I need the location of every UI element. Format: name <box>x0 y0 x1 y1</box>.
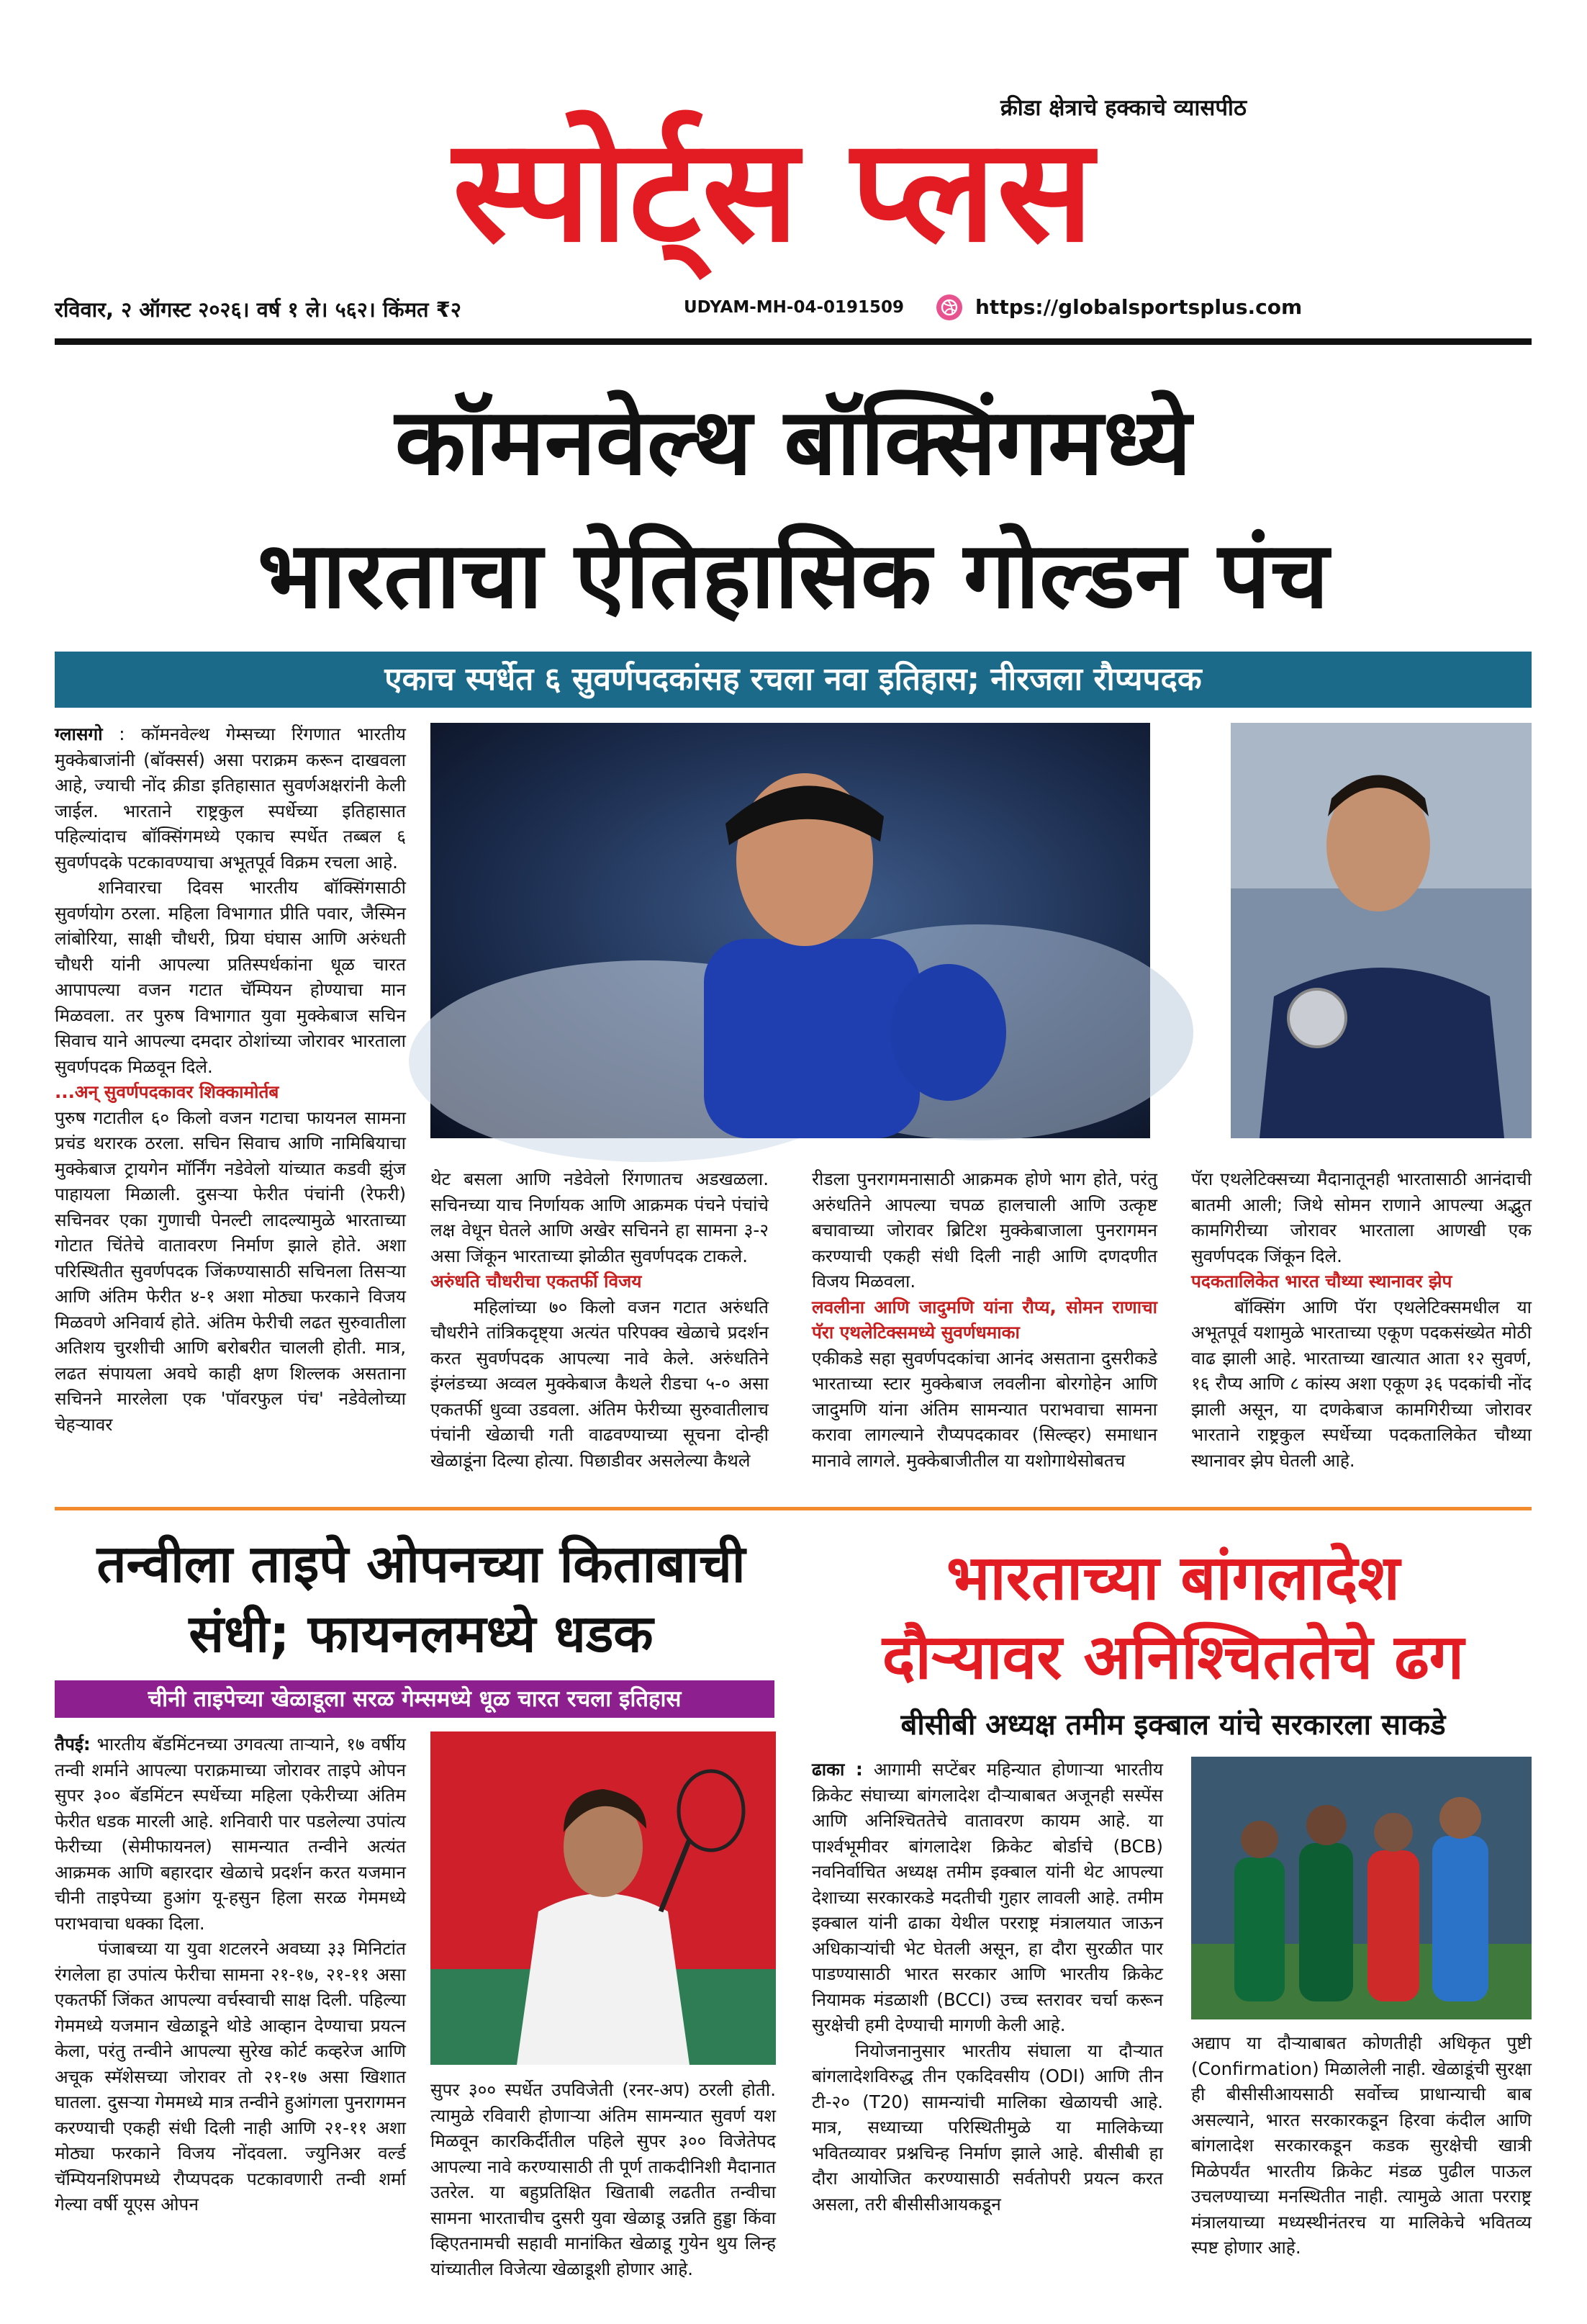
badminton-photo <box>430 1731 776 2065</box>
story3-headline-line1: भारताच्या बांगलादेश <box>946 1542 1400 1614</box>
story3-paragraph: नियोजनानुसार भारतीय संघाला या दौऱ्यात बांगलादेशविरुद्ध तीन एकदिवसीय (ODI) आणि तीन टी-२० (T20) सामन्यांची मालिका खेळायची आहे. मात्र, सध्याच्या परिस्थितीमुळे या मालिकेच्या भवितव्यावर प्रश्नचिन्ह निर्माण झाले आहे. बीसीबी हा दौरा आयोजित करण्यासाठी सर्वतोपरी प्रयत्न करत असला, तरी बीसीसीआयकडून <box>812 2040 1163 2215</box>
cricket-photo <box>1191 1757 1532 2019</box>
lead-column-4 <box>1191 1166 1532 1490</box>
dateline: रविवार, २ ऑगस्ट २०२६। वर्ष १ ले। ५६२। किंमत ₹२ <box>55 297 461 322</box>
lead-paragraph: : कॉमनवेल्थ गेम्सच्या रिंगणात भारतीय मुक्केबाजांनी (बॉक्सर्स) असा पराक्रम करून दाखवला आहे, ज्याची नोंद क्रीडा इतिहासात सुवर्णअक्षरांनी केली जाईल. भारताने राष्ट्रकुल स्पर्धेच्या इतिहासात पहिल्यांदाच बॉक्सिंगमध्ये एकाच स्पर्धेत तब्बल ६ सुवर्णपदके पटकावण्याचा अभूतपूर्व विक्रम रचला आहे. <box>55 724 406 873</box>
story2-strap-text: चीनी ताइपेच्या खेळाडूला सरळ गेम्समध्ये धूळ चारत रचला इतिहास <box>148 1686 682 1712</box>
neeraj-photo <box>1231 723 1532 1138</box>
lead-paragraph: थेट बसला आणि नडेवेलो रिंगणातच अडखळला. सचिनच्या याच निर्णायक आणि आक्रमक पंचने पंचांचे लक्ष वेधून घेतले आणि अखेर सचिनने हा सामना ३-२ असा जिंकून भारताच्या झोळीत सुवर्णपदक टाकले. <box>430 1168 769 1266</box>
story2-headline-line1: तन्वीला ताइपे ओपनच्या किताबाची <box>96 1533 746 1594</box>
lead-subheading: ...अन् सुवर्णपदकावर शिक्कामोर्तब <box>55 1081 279 1102</box>
story2-column-2 <box>430 2077 776 2279</box>
masthead-title: स्पोर्ट्स प्लस <box>453 107 1095 274</box>
boxing-photo <box>430 723 1150 1138</box>
story3-paragraph: अद्याप या दौऱ्याबाबत कोणतीही अधिकृत पुष्टी (Confirmation) मिळालेली नाही. खेळाडूंची सुरक्षा ही बीसीसीआयसाठी सर्वोच्च प्राधान्याची बाब असल्याने, भारत सरकारकडून हिरवा कंदील आणि बांगलादेश सरकारकडून कडक सुरक्षेची खात्री मिळेपर्यंत भारतीय क्रिकेट मंडळ पुढील पाऊल उचलण्याच्या मनस्थितीत नाही. त्यामुळे आता परराष्ट्र मंत्रालयाच्या मध्यस्थीनंतरच या मालिकेचे भवितव्य स्पष्ट होणार आहे. <box>1191 2032 1532 2258</box>
lead-paragraph: रीडला पुनरागमनासाठी आक्रमक होणे भाग होते, परंतु अरुंधतिने आपल्या चपळ हालचाली आणि उत्कृष्ट बचावाच्या जोरावर ब्रिटिश मुक्केबाजाला पुनरागमन करण्याची एकही संधी दिली नाही आणि दणदणीत विजय मिळवला. <box>812 1168 1157 1292</box>
lead-paragraph: पुरुष गटातील ६० किलो वजन गटाचा फायनल सामना प्रचंड थरारक ठरला. सचिन सिवाच आणि नामिबियाचा मुक्केबाज ट्रायगेन मॉर्निंग नडेवेलो यांच्यात कडवी झुंज पाहायला मिळाली. दुसऱ्या फेरीत पंचांनी (रेफरी) सचिनवर एका गुणाची पेनल्टी लादल्यामुळे भारताच्या गोटात चिंतेचे वातावरण निर्माण झाले होते. अशा परिस्थितीत सुवर्णपदक जिंकण्यासाठी सचिनला तिसऱ्या आणि अंतिम फेरीत ४-१ अशा मोठ्या फरकाने विजय मिळवणे अनिवार्य होते. अंतिम फेरीची लढत सुरुवातीला अतिशय चुरशीची आणि बरोबरीत चालली होती. मात्र, लढत संपायला अवघे काही क्षण शिल्लक असताना सचिनने मारलेला एक 'पॉवरफुल पंच' नडेवेलोच्या चेहऱ्यावर <box>55 1107 406 1435</box>
lead-subheading: अरुंधति चौधरीचा एकतर्फी विजय <box>430 1271 642 1292</box>
lead-paragraph: एकीकडे सहा सुवर्णपदकांचा आनंद असताना दुसरीकडे भारताच्या स्टार मुक्केबाज लवलीना बोरगोहेन आणि जादुमणि यांना अंतिम सामन्यात पराभवाचा सामना करावा लागल्याने रौप्यपदकावर (सिल्व्हर) समाधान मानावे लागले. मुक्केबाजीतील या यशोगाथेसोबतच <box>812 1347 1157 1471</box>
story2-headline-line2: संधी; फायनलमध्ये धडक <box>189 1603 654 1664</box>
lead-column-2 <box>430 1166 769 1490</box>
masthead-rule <box>55 338 1532 345</box>
story3-column-1 <box>812 1757 1163 2261</box>
lead-headline-line1: कॉमनवेल्थ बॉक्सिंगमध्ये <box>394 389 1192 496</box>
lead-paragraph: शनिवारचा दिवस भारतीय बॉक्सिंगसाठी सुवर्णयोग ठरला. महिला विभागात प्रीति पवार, जैस्मिन लांबोरिया, साक्षी चौधरी, प्रिया घंघास आणि अरुंधती चौधरी यांनी आपल्या प्रतिस्पर्धकांना धूळ चारत आपापल्या वजन गटात चॅम्पियन होण्याचा मान मिळवला. तर पुरुष विभागात युवा मुक्केबाज सचिन सिवाच याने आपल्या दमदार ठोशांच्या जोरावर भारताला सुवर्णपदक मिळवून दिले. <box>55 877 406 1077</box>
story3-headline-line2: दौऱ्यावर अनिश्चिततेचे ढग <box>882 1621 1465 1693</box>
section-divider <box>55 1507 1532 1510</box>
udyam-number: UDYAM-MH-04-0191509 <box>684 298 905 317</box>
story2-column-1 <box>55 1731 406 2261</box>
story3-dateline-city: ढाका : <box>812 1759 863 1780</box>
story3-column-2 <box>1191 2030 1532 2264</box>
lead-paragraph: बॉक्सिंग आणि पॅरा एथलेटिक्समधील या अभूतपूर्व यशामुळे भारताच्या एकूण पदकसंख्येत मोठी वाढ झाली आहे. भारताच्या खात्यात आता १२ सुवर्ण, १६ रौप्य आणि ८ कांस्य अशा एकूण ३६ पदकांची नोंद झाली असून, या दणकेबाज कामगिरीच्या जोरावर भारताने राष्ट्रकुल स्पर्धेच्या पदकतालिकेत चौथ्या स्थानावर झेप घेतली आहे. <box>1191 1296 1532 1471</box>
story3-paragraph: आगामी सप्टेंबर महिन्यात होणाऱ्या भारतीय क्रिकेट संघाच्या बांगलादेश दौऱ्याबाबत अजूनही सस्पेंस आणि अनिश्चिततेचे वातावरण कायम आहे. या पार्श्वभूमीवर बांगलादेश क्रिकेट बोर्डाचे (BCB) नवनिर्वाचित अध्यक्ष तमीम इक्बाल यांनी थेट आपल्या देशाच्या सरकारकडे मदतीची गुहार लावली आहे. तमीम इक्बाल यांनी ढाका येथील परराष्ट्र मंत्रालयात जाऊन अधिकाऱ्यांची भेट घेतली असून, हा दौरा सुरळीत पार पाडण्यासाठी भारत सरकार आणि भारतीय क्रिकेट नियामक मंडळाशी (BCCI) उच्च स्तरावर चर्चा करून सुरक्षेची हमी देण्याची मागणी केली आहे. <box>812 1759 1163 2035</box>
dribbble-icon <box>936 294 963 321</box>
lead-strap <box>55 652 1532 708</box>
lead-column-3 <box>812 1166 1157 1490</box>
lead-column-1 <box>55 721 406 1495</box>
story2-paragraph: भारतीय बॅडमिंटनच्या उगवत्या ताऱ्याने, १७ वर्षीय तन्वी शर्माने आपल्या पराक्रमाच्या जोरावर ताइपे ओपन सुपर ३०० बॅडमिंटन स्पर्धेच्या महिला एकेरीच्या अंतिम फेरीत धडक मारली आहे. शनिवारी पार पडलेल्या उपांत्य फेरीच्या (सेमीफायनल) सामन्यात तन्वीने अत्यंत आक्रमक आणि बहारदार खेळाचे प्रदर्शन करत यजमान चीनी ताइपेच्या हुआंग यू-हसुन हिला सरळ गेममध्ये पराभवाचा धक्का दिला. <box>55 1734 406 1934</box>
website-link[interactable]: https://globalsportsplus.com <box>975 295 1303 319</box>
story3-strap: बीसीबी अध्यक्ष तमीम इक्बाल यांचे सरकारला साकडे <box>900 1708 1446 1742</box>
lead-headline-line2: भारताचा ऐतिहासिक गोल्डन पंच <box>257 522 1329 629</box>
story2-paragraph: पंजाबच्या या युवा शटलरने अवघ्या ३३ मिनिटांत रंगलेला हा उपांत्य फेरीचा सामना २१-१७, २१-११ असा एकतर्फी जिंकत आपल्या वर्चस्वाची साक्ष दिली. पहिल्या गेममध्ये यजमान खेळाडूने थोडे आव्हान देण्याचा प्रयत्न केला, परंतु तन्वीने आपल्या सुरेख कोर्ट कव्हरेज आणि अचूक स्मॅशेसच्या जोरावर तो २१-१७ असा खिशात घातला. दुसऱ्या गेममध्ये मात्र तन्वीने हुआंगला पुनरागमन करण्याची एकही संधी दिली नाही आणि २१-११ अशा मोठ्या फरकाने विजय नोंदवला. ज्युनिअर वर्ल्ड चॅम्पियनशिपमध्ये रौप्यपदक पटकावणारी तन्वी शर्मा गेल्या वर्षी यूएस ओपन <box>55 1938 406 2215</box>
story2-strap <box>55 1680 774 1718</box>
lead-subheading: पदकतालिकेत भारत चौथ्या स्थानावर झेप <box>1191 1271 1452 1292</box>
lead-paragraph: पॅरा एथलेटिक्सच्या मैदानातूनही भारतासाठी आनंदाची बातमी आली; जिथे सोमन राणाने आपल्या अद्भुत कामगिरीच्या जोरावर भारताला आणखी एक सुवर्णपदक जिंकून दिले. <box>1191 1168 1532 1266</box>
tagline: क्रीडा क्षेत्राचे हक्काचे व्यासपीठ <box>1000 95 1247 121</box>
lead-paragraph: महिलांच्या ७० किलो वजन गटात अरुंधति चौधरीने तांत्रिकदृष्ट्या अत्यंत परिपक्व खेळाचे प्रदर्शन करत सुवर्णपदक आपल्या नावे केले. अरुंधतिने इंग्लंडच्या अव्वल मुक्केबाज कैथले रीडचा ५-० असा एकतर्फी धुव्वा उडवला. अंतिम फेरीच्या सुरुवातीलाच पंचांनी खेळाची गती वाढवण्याच्या सूचना दोन्ही खेळाडूंना दिल्या होत्या. पिछाडीवर असलेल्या कैथले <box>430 1296 769 1471</box>
story2-dateline-city: तैपई: <box>55 1734 91 1755</box>
story2-paragraph: सुपर ३०० स्पर्धेत उपविजेती (रनर-अप) ठरली होती. त्यामुळे रविवारी होणाऱ्या अंतिम सामन्यात सुवर्ण यश मिळवून कारकिर्दीतील पहिले सुपर ३०० विजेतेपद आपल्या नावे करण्यासाठी ती पूर्ण ताकदीनिशी मैदानात उतरेल. या बहुप्रतिक्षित खिताबी लढतीत तन्वीचा सामना भारताचीच दुसरी युवा खेळाडू उन्नति हुड्डा किंवा व्हिएतनामची सहावी मानांकित खेळाडू गुयेन थुय लिन्ह यांच्यातील विजेत्या खेळाडूशी होणार आहे. <box>430 2079 776 2279</box>
lead-subheading: लवलीना आणि जादुमणि यांना रौप्य, सोमन राणाचा पॅरा एथलेटिक्समध्ये सुवर्णधमाका <box>812 1296 1157 1343</box>
masthead <box>0 0 1587 338</box>
lead-strap-text: एकाच स्पर्धेत ६ सुवर्णपदकांसह रचला नवा इतिहास; नीरजला रौप्यपदक <box>384 661 1202 698</box>
lead-dateline-city: ग्लासगो <box>55 724 103 744</box>
